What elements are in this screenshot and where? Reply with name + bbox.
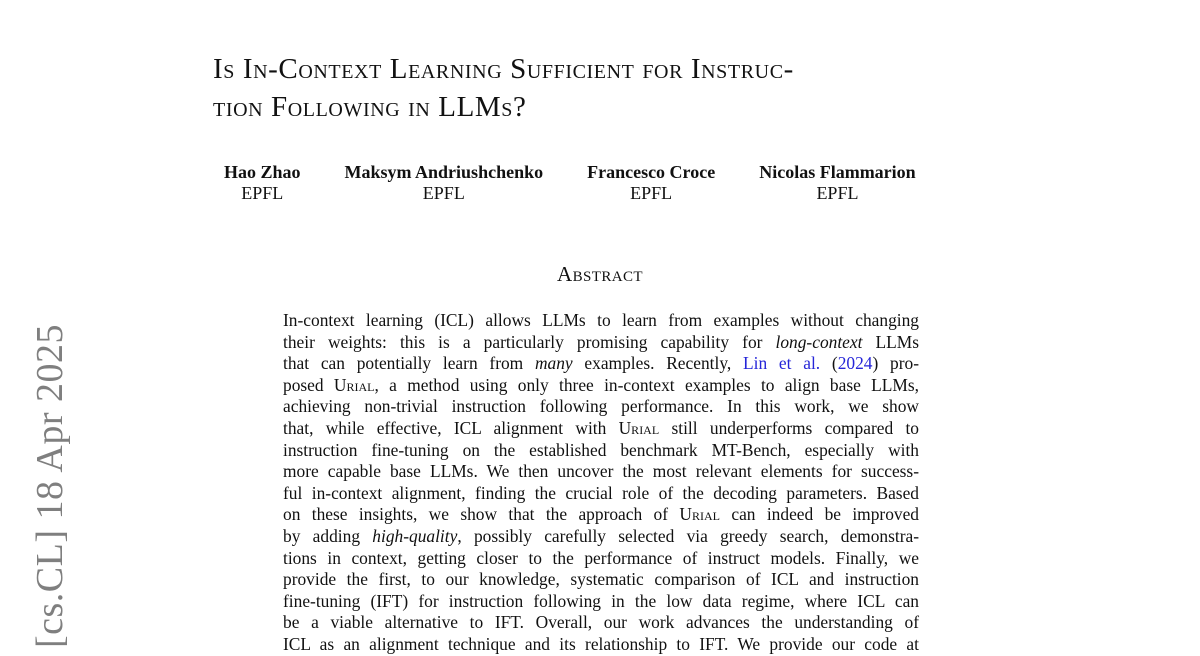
abstract-line: that, while effective, ICL alignment with Urial still underperforms compared to: [283, 417, 919, 438]
author-name: Hao Zhao: [224, 162, 301, 182]
author-affiliation: EPFL: [816, 183, 859, 203]
title-line: Is In-Context Learning Sufficient for Instruc-: [213, 53, 794, 85]
abstract-line: fine-tuning (IFT) for instruction following in the low data regime, where ICL can: [283, 590, 919, 611]
author-name: Maksym Andriushchenko: [344, 162, 544, 182]
arxiv-identifier-stamp: [cs.CL] 18 Apr 2025: [29, 323, 71, 648]
author-block: [587, 162, 715, 204]
abstract-line: instruction fine-tuning on the established benchmark MT-Bench, especially with: [283, 439, 919, 460]
abstract-line: provide the first, to our knowledge, systematic comparison of ICL and instruction: [283, 569, 919, 590]
citation-link[interactable]: Lin et al.: [743, 353, 821, 374]
abstract-line: tions in context, getting closer to the performance of instruct models. Finally, we: [283, 547, 919, 568]
abstract-body: [283, 310, 919, 656]
abstract-line: posed Urial, a method using only three in-context examples to align base LLMs,: [283, 374, 920, 395]
abstract-line: ful in-context alignment, finding the crucial role of the decoding parameters. Based: [283, 482, 919, 503]
author-block: [345, 162, 544, 204]
abstract-line: be a viable alternative to IFT. Overall, our work advances the understanding of: [283, 612, 919, 633]
author-list: [213, 162, 993, 204]
title-line: tion Following in LLMs?: [213, 91, 527, 123]
method-name: Urial: [333, 374, 375, 395]
abstract-line: by adding high-quality, possibly carefully selected via greedy search, demonstra-: [283, 525, 919, 546]
emphasis-text: high-quality: [372, 525, 458, 546]
abstract-line: that can potentially learn from many examples. Recently, Lin et al. (2024) pro-: [283, 353, 920, 374]
emphasis-text: long-context: [775, 331, 863, 352]
citation-link[interactable]: 2024: [837, 353, 873, 374]
author-affiliation: EPFL: [241, 183, 284, 203]
paper-title: [213, 50, 1033, 126]
author-name: Francesco Croce: [587, 162, 716, 182]
abstract-line: on these insights, we show that the approach of Urial can indeed be improved: [283, 504, 919, 525]
method-name: Urial: [679, 504, 720, 525]
author-affiliation: EPFL: [630, 183, 673, 203]
emphasis-text: many: [534, 353, 573, 374]
author-block: [759, 162, 915, 204]
author-name: Nicolas Flammarion: [759, 162, 916, 182]
abstract-line: In-context learning (ICL) allows LLMs to learn from examples without changing: [283, 310, 919, 330]
abstract-line: ICL as an alignment technique and its relationship to IFT. We provide our code at: [283, 633, 919, 654]
method-name: Urial: [618, 417, 660, 438]
author-block: [224, 162, 301, 204]
abstract-heading: Abstract: [557, 262, 643, 286]
abstract-line: achieving non-trivial instruction following performance. In this work, we show: [283, 396, 919, 417]
abstract-line: their weights: this is a particularly promising capability for long-context LLMs: [283, 331, 919, 352]
author-affiliation: EPFL: [422, 183, 465, 203]
abstract-line: more capable base LLMs. We then uncover the most relevant elements for success-: [283, 461, 919, 482]
